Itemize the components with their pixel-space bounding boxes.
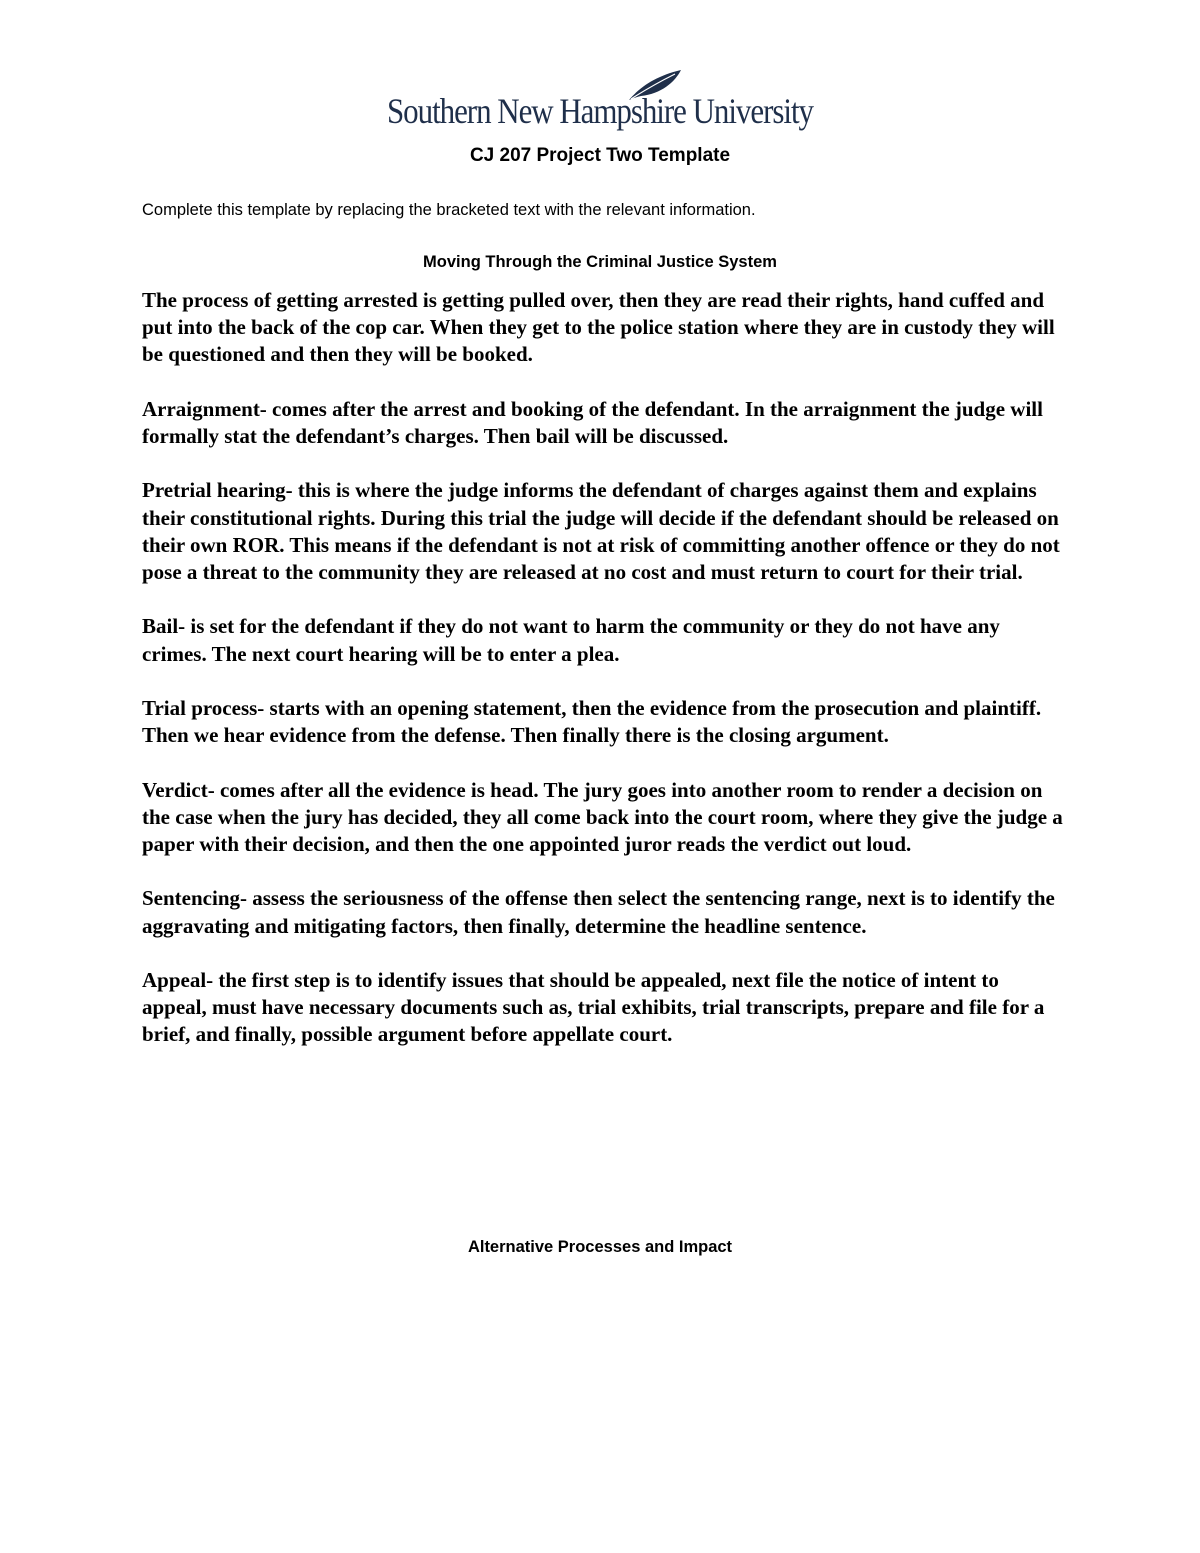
document-title: CJ 207 Project Two Template	[469, 145, 731, 166]
section-heading-moving-through: Moving Through the Criminal Justice System	[423, 253, 777, 271]
paragraph-trial-process: Trial process- starts with an opening statement, then the evidence from the prosecution and plaintiff. Then we hear evidence from the defense. Then finally there is the closing argument.	[142, 695, 1042, 748]
university-name: Southern New Hampshire University	[387, 91, 813, 131]
paragraph-arrest: The process of getting arrested is getting pulled over, then they are read their rights, hand cuffed and put into the back of the cop car. When they get to the police station where they are in custody they will be questioned and then they will be booked.	[142, 288, 1055, 367]
paragraph-pretrial-hearing: Pretrial hearing- this is where the judge informs the defendant of charges against them and explains their constitutional rights. During this trial the judge will decide if the defendant should be released on their own ROR. This means if the defendant is not at risk of committing another offence or they do not pose a threat to the community they are released at no cost and must return to court for their trial.	[142, 478, 1060, 584]
paragraph-sentencing: Sentencing- assess the seriousness of the offense then select the sentencing range, next is to identify the aggravating and mitigating factors, then finally, determine the headline sentence.	[142, 886, 1055, 938]
template-instructions: Complete this template by replacing the bracketed text with the relevant information.	[142, 201, 756, 219]
section-body-moving-through	[142, 287, 1067, 1076]
paragraph-bail: Bail- is set for the defendant if they do not want to harm the community or they do not have any crimes. The next court hearing will be to enter a plea.	[142, 614, 1000, 666]
paragraph-verdict: Verdict- comes after all the evidence is head. The jury goes into another room to render a decision on the case when the jury has decided, they all come back into the court room, where they give the judge a paper with their decision, and then the one appointed juror reads the verdict out loud.	[142, 777, 1063, 856]
paragraph-appeal: Appeal- the first step is to identify issues that should be appealed, next file the notice of intent to appeal, must have necessary documents such as, trial exhibits, trial transcripts, prepare and file for a brief, and finally, possible argument before appellate court.	[142, 967, 1045, 1047]
paragraph-arraignment: Arraignment- comes after the arrest and booking of the defendant. In the arraignment the judge will formally stat the defendant’s charges. Then bail will be discussed.	[142, 396, 1043, 448]
university-logo	[387, 68, 817, 134]
section-heading-alternative-processes: Alternative Processes and Impact	[467, 1238, 733, 1256]
